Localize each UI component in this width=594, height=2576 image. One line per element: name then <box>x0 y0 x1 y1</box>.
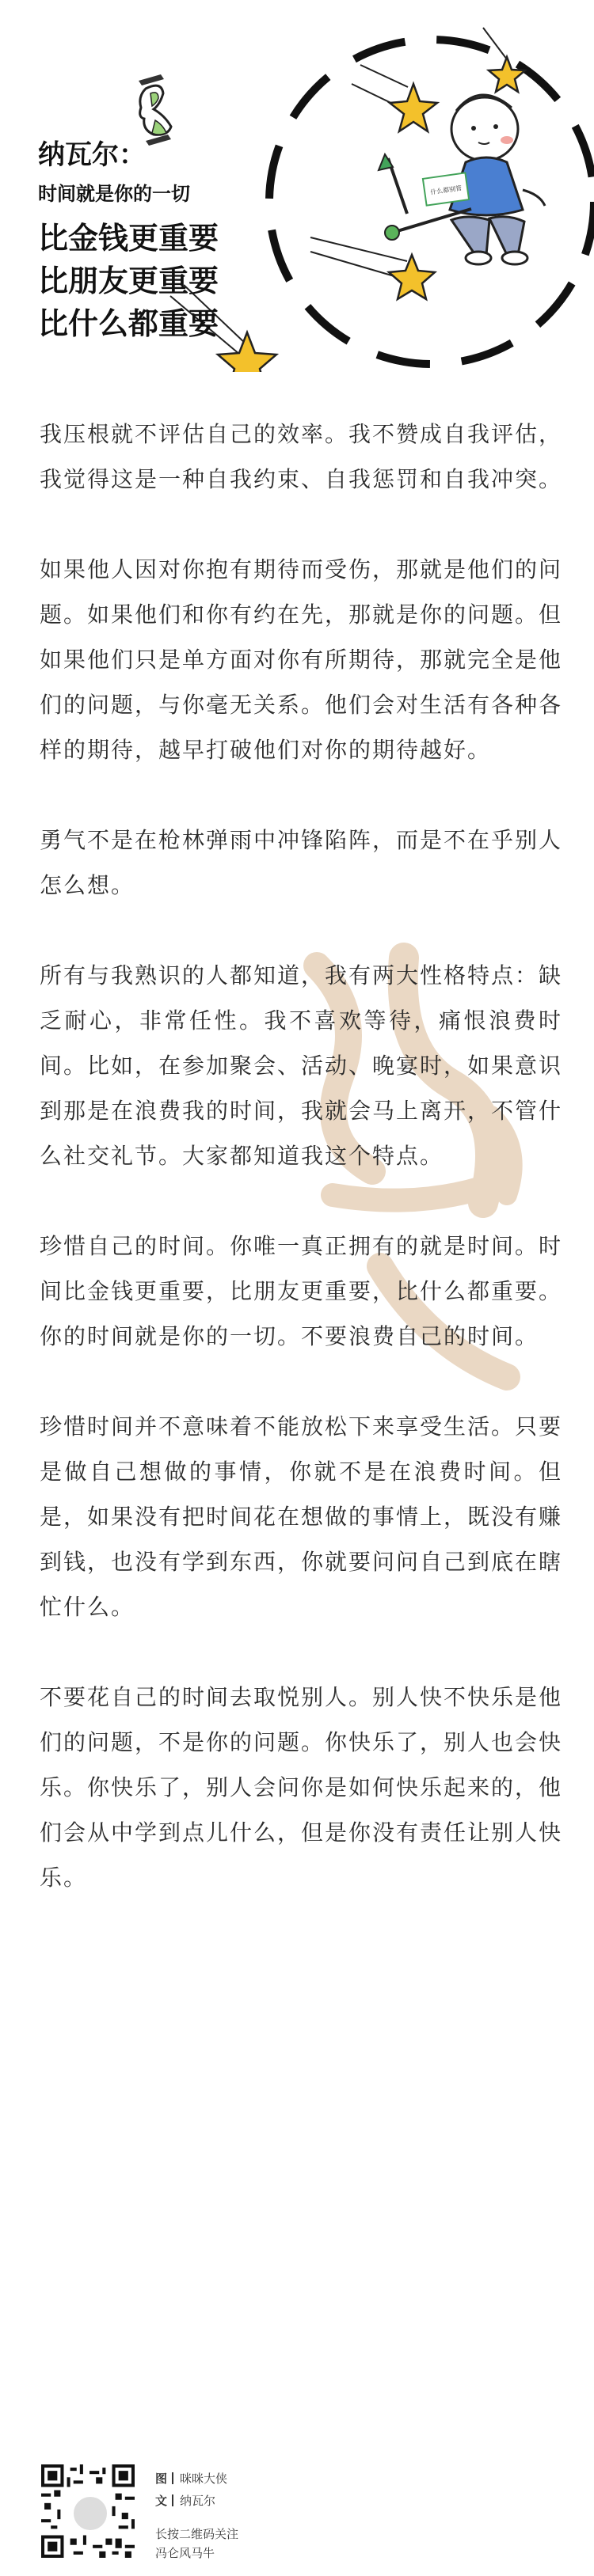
divider <box>172 2494 173 2506</box>
header-illustration <box>0 0 594 372</box>
article-body <box>40 412 562 1945</box>
divider <box>172 2472 173 2484</box>
title-line: 比金钱更重要 <box>38 221 219 256</box>
shooting-star-icon <box>483 28 525 92</box>
title-line: 比什么都重要 <box>38 306 219 341</box>
title-block <box>38 133 291 345</box>
paragraph: 勇气不是在枪林弹雨中冲锋陷阵，而是不在乎别人怎么想。 <box>40 827 563 898</box>
credit-line <box>155 2468 227 2490</box>
paragraph: 所有与我熟识的人都知道，我有两大性格特点：缺乏耐心，非常任性。我不喜欢等待，痛恨浪费时间。比如，在参加聚会、活动、晚宴时，如果意识到那是在浪费我的时间，我就会马上离开，不管什么社交礼节。大家都知道我这个特点。 <box>40 962 563 1169</box>
paragraph: 珍惜自己的时间。你唯一真正拥有的就是时间。时间比金钱更重要，比朋友更重要，比什么都重要。你的时间就是你的一切。不要浪费自己的时间。 <box>40 1233 563 1349</box>
credit-key: 文 <box>155 2494 168 2508</box>
avatar <box>71 2494 109 2532</box>
qr-code[interactable] <box>41 2464 135 2558</box>
footer <box>0 2453 594 2576</box>
title-name: 纳瓦尔： <box>38 139 146 171</box>
paragraph: 不要花自己的时间去取悦别人。别人快不快乐是他们的问题，不是你的问题。你快乐了，别人也会快乐。你快乐了，别人会问你是如何快乐起来的，他们会从中学到点儿什么，但是你没有责任让别人快乐。 <box>40 1684 563 1891</box>
paragraph: 我压根就不评估自己的效率。我不赞成自我评估，我觉得这是一种自我约束、自我惩罚和自我冲突。 <box>40 421 563 492</box>
shooting-star-icon <box>310 237 435 299</box>
paragraph: 如果他人因对你抱有期待而受伤，那就是他们的问题。如果他们和你有约在先，那就是你的问题。但如果他们只是单方面对你有所期待，那就完全是他们的问题，与你毫无关系。他们会对生活有各种各样的期待，越早打破他们对你的期待越好。 <box>40 556 563 763</box>
account-name: 冯仑风马牛 <box>155 2546 215 2560</box>
shooting-star-icon <box>352 65 437 131</box>
follow-line: 长按二维码关注 <box>155 2527 239 2541</box>
credit-key: 图 <box>155 2472 168 2486</box>
credit-value: 咪咪大侠 <box>180 2472 228 2486</box>
title-line: 比朋友更重要 <box>38 264 219 298</box>
credit-value: 纳瓦尔 <box>180 2494 216 2508</box>
title-subtitle: 时间就是你的一切 <box>38 183 190 205</box>
sign-text: 什么都别管 <box>429 184 463 196</box>
credit-line <box>155 2490 227 2512</box>
follow-text <box>155 2525 238 2563</box>
credits <box>155 2468 227 2512</box>
paragraph: 珍惜时间并不意味着不能放松下来享受生活。只要是做自己想做的事情，你就不是在浪费时间。但是，如果没有把时间花在想做的事情上，既没有赚到钱，也没有学到东西，你就要问问自己到底在瞎忙什么。 <box>40 1413 563 1620</box>
